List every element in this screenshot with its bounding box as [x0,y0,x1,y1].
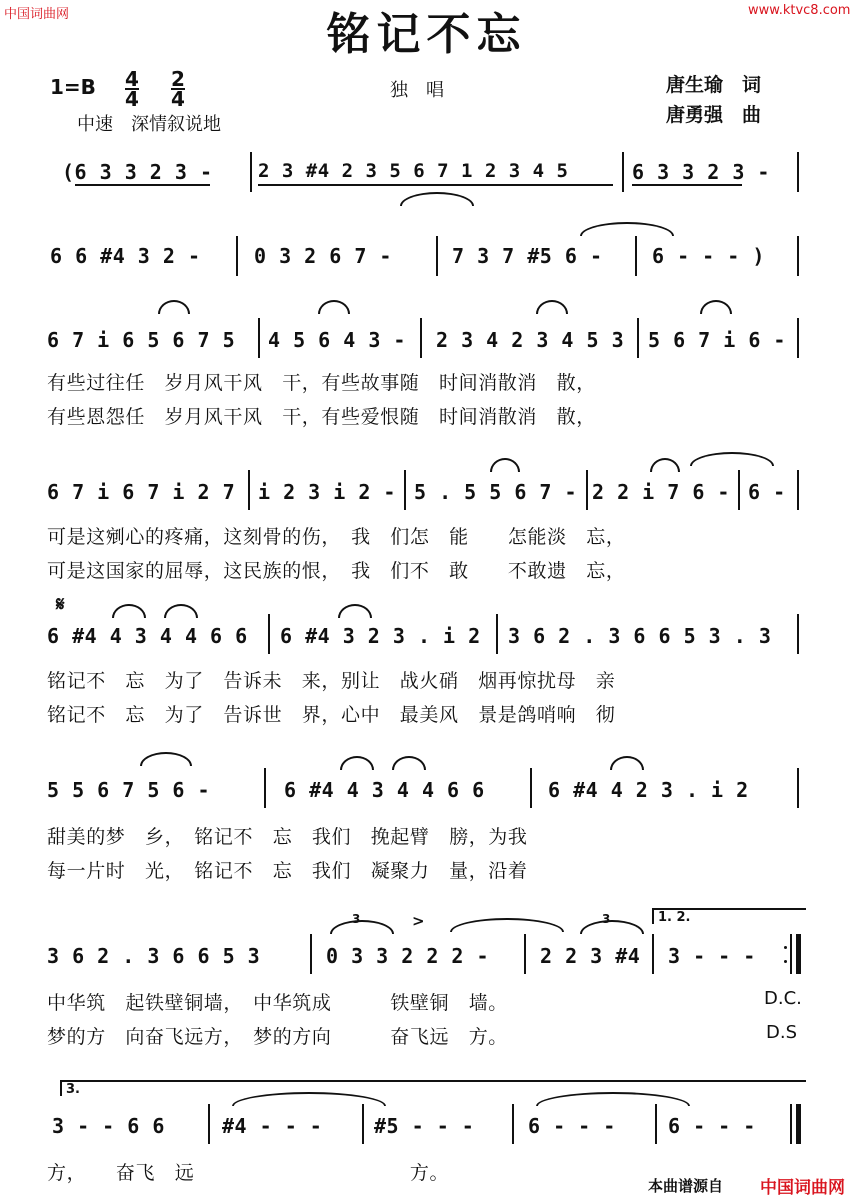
system-6-lyrics-verse-1: 甜美的梦 乡， 铭记不 忘 我们 挽起臂 膀，为我 [47,826,528,848]
barline [637,318,639,358]
barline [496,614,498,654]
slur [580,920,644,934]
system-4-lyrics-verse-2: 可是这国家的屈辱，这民族的恨， 我 们不 敢 不敢遗 忘， [47,560,626,582]
system-7-lyrics-verse-2: 梦的方 向奋飞远方， 梦的方向 奋飞远 方。 [47,1026,508,1048]
barline [250,152,252,192]
meter-4-4 [124,67,140,111]
system-5-lyrics-verse-1: 铭记不 忘 为了 告诉未 来，别让 战火硝 烟再惊扰母 亲 [47,670,616,692]
tie [450,918,564,932]
barline [530,768,532,808]
segno-sign: 𝄋 [56,592,65,616]
system-4-measure-4: 2 2 i 7 6 - [592,480,730,504]
composer: 唐勇强 曲 [666,104,762,126]
repeat-barline [790,934,792,974]
system-8-measure-2: #4 - - - [222,1114,323,1138]
barline [622,152,624,192]
slur [112,604,146,618]
system-2-measure-3: 7 3 7 #5 6 - [452,244,603,268]
key-signature: 1=B [50,75,96,99]
system-4-measure-3: 5 . 5 5 6 7 - [414,480,578,504]
page-title: 铭记不忘 [326,9,527,60]
tempo-marking: 中速 深情叙说地 [77,114,221,135]
barline [797,318,799,358]
beam [75,184,210,186]
barline [236,236,238,276]
barline [362,1104,364,1144]
repeat-dot [784,960,787,963]
accent-mark: > [412,912,425,930]
volta-3 [60,1080,806,1096]
barline [436,236,438,276]
system-5-measure-2: 6 #4 3 2 3 . i 2 [280,624,481,648]
system-6-measure-1: 5 5 6 7 5 6 - [47,778,211,802]
system-8-measure-1: 3 - - 6 6 [52,1114,165,1138]
barline [404,470,406,510]
repeat-dot [784,946,787,949]
system-5-lyrics-verse-2: 铭记不 忘 为了 告诉世 界，心中 最美风 景是鸽哨响 彻 [47,704,616,726]
triplet-mark: 3 [352,912,361,926]
tie [400,192,474,206]
barline [264,768,266,808]
system-1-measure-3: 6 3 3 2 3 - [632,160,770,184]
barline [586,470,588,510]
slur [338,604,372,618]
final-barline [790,1104,792,1144]
barline [655,1104,657,1144]
barline [635,236,637,276]
meter-top: 2 [171,67,185,91]
barline [797,236,799,276]
dc-marking: D.C. [764,988,802,1009]
system-7-measure-2: 0 3 3 2 2 2 - [326,944,490,968]
slur [650,458,680,472]
system-7-measure-1: 3 6 2 . 3 6 6 5 3 [47,944,261,968]
meter-2-4 [170,67,186,111]
system-1-measure-1: (6 3 3 2 3 - [62,160,213,184]
system-8-lyrics: 方， 奋飞 远 方。 [47,1162,450,1184]
system-7-measure-3: 2 2 3 #4 [540,944,641,968]
slur [610,756,644,770]
system-2-measure-1: 6 6 #4 3 2 - [50,244,201,268]
final-barline-thick [796,1104,801,1144]
barline [797,768,799,808]
system-8-measure-4: 6 - - - [528,1114,616,1138]
tie [580,222,674,236]
system-5-measure-1: 6 #4 4 3 4 4 6 6 [47,624,248,648]
watermark-left: 中国词曲网 [4,7,70,22]
meter-bottom: 4 [171,87,185,111]
slur [158,300,190,314]
slur [140,752,192,766]
barline [738,470,740,510]
system-3-measure-2: 4 5 6 4 3 - [268,328,406,352]
performance-type: 独 唱 [390,80,444,101]
barline [268,614,270,654]
system-6-measure-3: 6 #4 4 2 3 . i 2 [548,778,749,802]
beam [258,184,613,186]
volta-label: 1. 2. [658,910,691,925]
system-7-measure-4: 3 - - - [668,944,756,968]
system-1-measure-2: 2 3 #4 2 3 5 6 7 1 2 3 4 5 [258,160,569,182]
system-2-measure-4: 6 - - - ) [652,244,765,268]
ds-marking: D.S [766,1022,798,1043]
meter-bottom: 4 [125,87,139,111]
slur [536,300,568,314]
system-5-measure-3: 3 6 2 . 3 6 6 5 3 . 3 [508,624,772,648]
system-3-lyrics-verse-2: 有些恩怨任 岁月风干风 干，有些爱恨随 时间消散消 散， [47,406,596,428]
slur [340,756,374,770]
slur [700,300,732,314]
system-6-lyrics-verse-2: 每一片时 光， 铭记不 忘 我们 凝聚力 量，沿着 [47,860,528,882]
system-3-measure-1: 6 7 i 6 5 6 7 5 [47,328,236,352]
meter-top: 4 [125,67,139,91]
system-4-measure-1: 6 7 i 6 7 i 2 7 [47,480,236,504]
system-4-measure-5: 6 - [748,480,786,504]
barline [524,934,526,974]
triplet-mark: 3 [602,912,611,926]
footer-source-site[interactable]: 中国词曲网 [760,1178,845,1198]
beam [632,184,742,186]
barline [797,152,799,192]
system-2-measure-2: 0 3 2 6 7 - [254,244,392,268]
slur [490,458,520,472]
volta-label: 3. [66,1082,80,1097]
barline [258,318,260,358]
footer-source-label: 本曲谱源自 [648,1177,724,1195]
system-4-measure-2: i 2 3 i 2 - [258,480,396,504]
lyricist: 唐生瑜 词 [666,74,762,96]
system-8-measure-3: #5 - - - [374,1114,475,1138]
system-3-measure-3: 2 3 4 2 3 4 5 3 [436,328,625,352]
barline [420,318,422,358]
barline [797,614,799,654]
volta-1-2 [652,908,806,924]
system-7-lyrics-verse-1: 中华筑 起铁壁铜墙， 中华筑成 铁壁铜 墙。 [47,992,508,1014]
system-3-measure-4: 5 6 7 i 6 - [648,328,786,352]
slur [392,756,426,770]
barline [310,934,312,974]
barline [512,1104,514,1144]
barline [248,470,250,510]
system-6-measure-2: 6 #4 4 3 4 4 6 6 [284,778,485,802]
repeat-barline-thick [796,934,801,974]
system-3-lyrics-verse-1: 有些过往任 岁月风干风 干，有些故事随 时间消散消 散， [47,372,596,394]
barline [208,1104,210,1144]
tie [690,452,774,466]
watermark-right: www.ktvc8.com [748,3,851,18]
barline [652,934,654,974]
system-4-lyrics-verse-1: 可是这剜心的疼痛，这刻骨的伤， 我 们怎 能 怎能淡 忘， [47,526,626,548]
slur [330,920,394,934]
system-8-measure-5: 6 - - - [668,1114,756,1138]
slur [164,604,198,618]
slur [318,300,350,314]
barline [797,470,799,510]
